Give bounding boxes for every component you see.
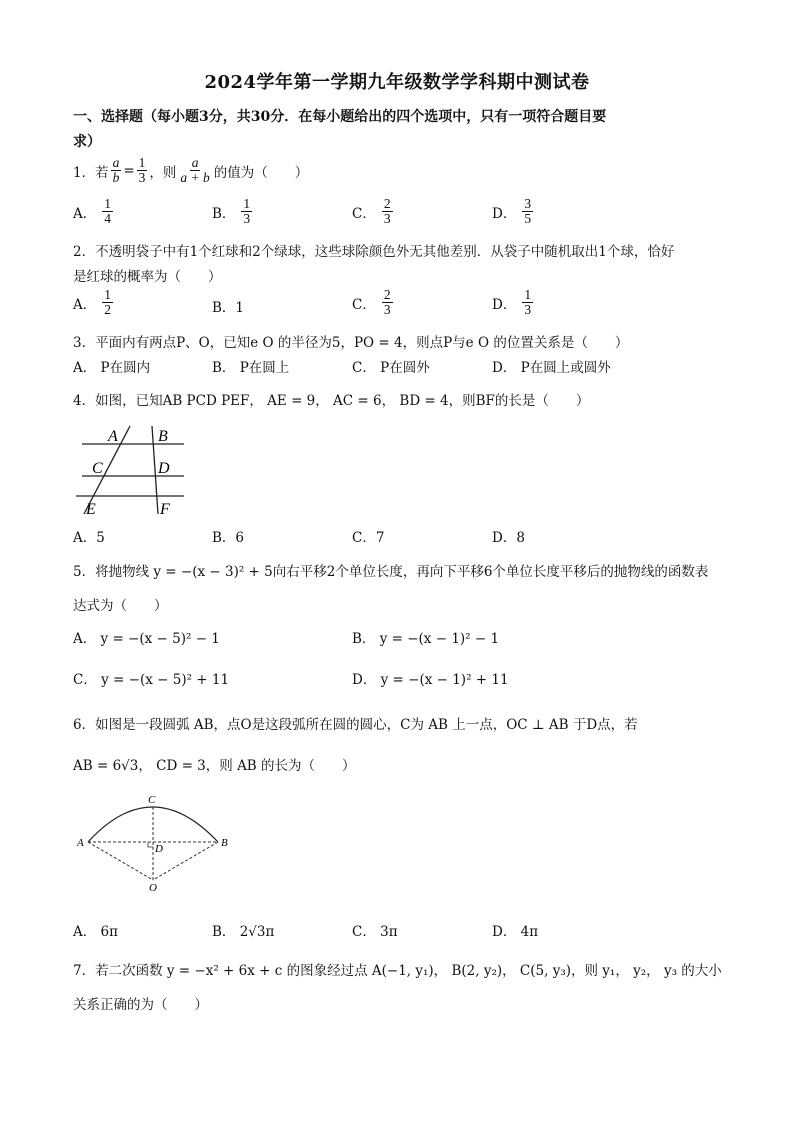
section-heading-cont: 求）	[73, 134, 101, 150]
question-3: 3．平面内有两点P、O，已知e O 的半径为5，PO = 4，则点P与e O 的位置关系是（ ）	[73, 335, 629, 351]
q5-option-a[interactable]: A． y = −(x − 5)² − 1	[73, 631, 220, 647]
q6-option-d[interactable]: D． 4π	[492, 924, 539, 940]
label-b: B	[158, 428, 168, 445]
q2-option-a[interactable]	[73, 288, 113, 317]
segment-ao	[88, 842, 153, 880]
question-5: 5．将抛物线 y = −(x − 3)² + 5向右平移2个单位长度，再向下平移6个单位长度平移后的抛物线的函数表	[73, 564, 709, 580]
option-num: 1	[243, 196, 251, 211]
option-num: 2	[383, 196, 391, 211]
q3-option-a[interactable]: A． P在圆内	[73, 360, 151, 376]
option-label: A．	[73, 205, 97, 222]
label-a: A	[77, 837, 84, 849]
question-7-cont: 关系正确的为（ ）	[73, 997, 208, 1013]
option-label: C．	[352, 205, 376, 222]
question-2: 2．不透明袋子中有1个红球和2个绿球，这些球除颜色外无其他差别．从袋子中随机取出1个球，恰好	[73, 244, 675, 260]
q1-option-b[interactable]	[212, 197, 252, 226]
option-label: D．	[492, 205, 517, 222]
option-den: 3	[243, 211, 251, 227]
option-text: 1	[235, 300, 245, 316]
q2-option-c[interactable]	[352, 288, 393, 317]
q2-option-d[interactable]	[492, 288, 533, 317]
page-title: 2024学年第一学期九年级数学学科期中测试卷	[204, 72, 590, 93]
option-den: 5	[524, 211, 532, 227]
q1-frac-a-b	[111, 156, 122, 185]
q5-option-c[interactable]: C． y = −(x − 5)² + 11	[73, 672, 230, 688]
q1-frac-a-apb	[178, 156, 211, 185]
q4-option-b[interactable]: B．6	[212, 530, 245, 546]
q1-frac2-num: 1	[138, 155, 146, 170]
option-label: B．	[212, 205, 236, 222]
q1-option-d[interactable]	[492, 197, 533, 226]
question-1	[73, 156, 308, 185]
question-5-cont: 达式为（ ）	[73, 598, 168, 614]
option-label: A．	[73, 296, 97, 313]
option-label: D．	[492, 296, 517, 313]
option-den: 3	[383, 302, 391, 318]
right-angle-mark	[148, 842, 153, 847]
option-den: 3	[524, 302, 532, 318]
q3-option-d[interactable]: D． P在圆上或圆外	[492, 360, 611, 376]
label-a: A	[108, 428, 118, 445]
q1-eq: =	[123, 162, 135, 179]
q6-option-c[interactable]: C． 3π	[352, 924, 398, 940]
q1-prefix: 1．若	[73, 164, 109, 181]
q1-frac1-num: a	[112, 155, 120, 170]
q1-frac1-den: b	[112, 170, 120, 186]
q4-option-a[interactable]: A．5	[73, 530, 105, 546]
question-6: 6．如图是一段圆弧 AB，点O是这段弧所在圆的圆心，C为 AB 上一点，OC ⊥ AB 于D点，若	[73, 717, 638, 733]
option-den: 2	[104, 302, 111, 318]
q6-option-a[interactable]: A． 6π	[73, 924, 119, 940]
label-d: D	[155, 843, 163, 855]
label-f: F	[160, 501, 170, 518]
q6-option-b[interactable]: B． 2√3π	[212, 924, 275, 940]
q1-frac3-num: a	[191, 155, 199, 170]
option-den: 4	[104, 211, 111, 227]
q1-frac3-den: a + b	[180, 170, 210, 186]
option-num: 1	[104, 196, 111, 211]
option-label: C．	[352, 296, 376, 313]
option-den: 3	[383, 211, 391, 227]
label-c: C	[148, 794, 156, 806]
label-e: E	[86, 501, 96, 518]
option-label: B．	[212, 300, 236, 316]
q4-option-c[interactable]: C．7	[352, 530, 385, 546]
q1-option-c[interactable]	[352, 197, 393, 226]
label-d: D	[158, 460, 170, 477]
q2-option-b[interactable]	[212, 296, 244, 316]
section-heading: 一、选择题（每小题3分，共30分．在每小题给出的四个选项中，只有一项符合题目要	[73, 109, 607, 125]
option-num: 2	[383, 287, 391, 302]
parallel-lines-figure	[72, 420, 190, 520]
q4-option-d[interactable]: D．8	[492, 530, 525, 546]
question-4: 4．如图，已知AB PCD PEF， AE = 9， AC = 6， BD = 4，则BF的长是（ ）	[73, 393, 590, 409]
option-num: 1	[104, 287, 111, 302]
q1-frac-1-3	[137, 156, 148, 185]
question-6-cont: AB = 6√3， CD = 3，则 AB 的长为（ ）	[73, 758, 356, 774]
option-num: 1	[524, 287, 532, 302]
q3-option-c[interactable]: C． P在圆外	[352, 360, 430, 376]
q3-option-b[interactable]: B． P在圆上	[212, 360, 290, 376]
q5-option-b[interactable]: B． y = −(x − 1)² − 1	[352, 631, 500, 647]
q1-frac2-den: 3	[138, 170, 146, 186]
arc-figure	[72, 790, 242, 898]
q1-tail: 的值为（ ）	[213, 164, 309, 181]
q1-mid: ，则	[149, 164, 177, 181]
label-b: B	[221, 837, 228, 849]
question-2-cont: 是红球的概率为（ ）	[73, 269, 222, 285]
question-7: 7．若二次函数 y = −x² + 6x + c 的图象经过点 A(−1, y₁)， B(2, y₂)， C(5, y₃)，则 y₁， y₂， y₃ 的大小	[73, 963, 722, 979]
q1-option-a[interactable]	[73, 197, 113, 226]
q5-option-d[interactable]: D． y = −(x − 1)² + 11	[352, 672, 509, 688]
label-o: O	[149, 882, 157, 894]
label-c: C	[92, 460, 103, 477]
option-num: 3	[524, 196, 532, 211]
